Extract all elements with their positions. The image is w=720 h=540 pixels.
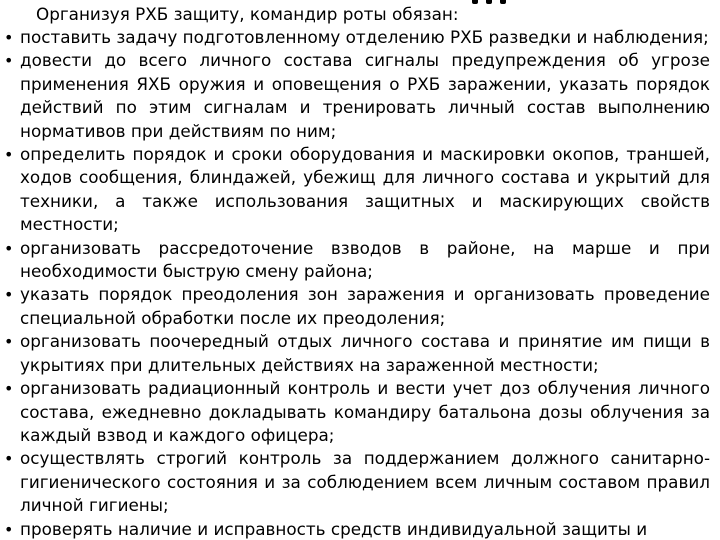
bullet: • [4, 332, 14, 352]
list-item [0, 143, 720, 237]
bullet: • [4, 238, 14, 258]
intro-text: Организуя РХБ защиту, командир роты обязан: [36, 4, 459, 24]
list-item-text: указать порядок преодоления зон заражения и организовать проведение специальной обработки после их преодоления; [20, 284, 710, 328]
list-item [0, 330, 720, 377]
bullet: • [4, 519, 14, 539]
list-item [0, 237, 720, 284]
duties-list [0, 26, 720, 540]
bullet: • [4, 51, 14, 71]
cropped-heading-fragment [468, 0, 518, 4]
list-item-text: организовать радиационный контроль и вести учет доз облучения личного состава, ежедневно докладывать командиру батальона дозы облучения за каждый взвод и каждого офицера; [20, 378, 710, 445]
bullet: • [4, 145, 14, 165]
list-item-text: определить порядок и сроки оборудования и маскировки окопов, траншей, ходов сообщения, блиндажей, убежищ для личного состава и укрытий для техники, а также использования защитных и маскирующих свойств местности; [20, 144, 710, 235]
list-item-text: осуществлять строгий контроль за поддержанием должного санитарно-гигиенического состояния и за соблюдением всем личным составом правил личной гигиены; [20, 448, 710, 516]
bullet: • [4, 28, 14, 47]
bullet: • [4, 285, 14, 305]
list-item-text: довести до всего личного состава сигналы предупреждения об угрозе применения ЯХБ оружия и оповещения о РХБ заражении, указать порядок действий по этим сигналам и тренировать личный состав выполнению нормативов при действиям по ним; [20, 50, 710, 141]
list-item [0, 26, 720, 49]
list-item [0, 518, 720, 540]
list-item [0, 283, 720, 330]
list-item-text: организовать поочередный отдых личного состава и принятие им пищи в укрытиях при длительных действиях на зараженной местности; [20, 331, 710, 375]
list-item [0, 377, 720, 447]
bullet: • [4, 379, 14, 399]
list-item [0, 447, 720, 517]
bullet: • [4, 449, 14, 469]
list-item-text: проверять наличие и исправность средств индивидуальной защиты и [20, 518, 648, 539]
list-item [0, 49, 720, 143]
list-item-text: поставить задачу подготовленному отделению РХБ разведки и наблюдения; [20, 27, 709, 47]
list-item-text: организовать рассредоточение взводов в районе, на марше и при необходимости быструю смену района; [20, 237, 710, 282]
